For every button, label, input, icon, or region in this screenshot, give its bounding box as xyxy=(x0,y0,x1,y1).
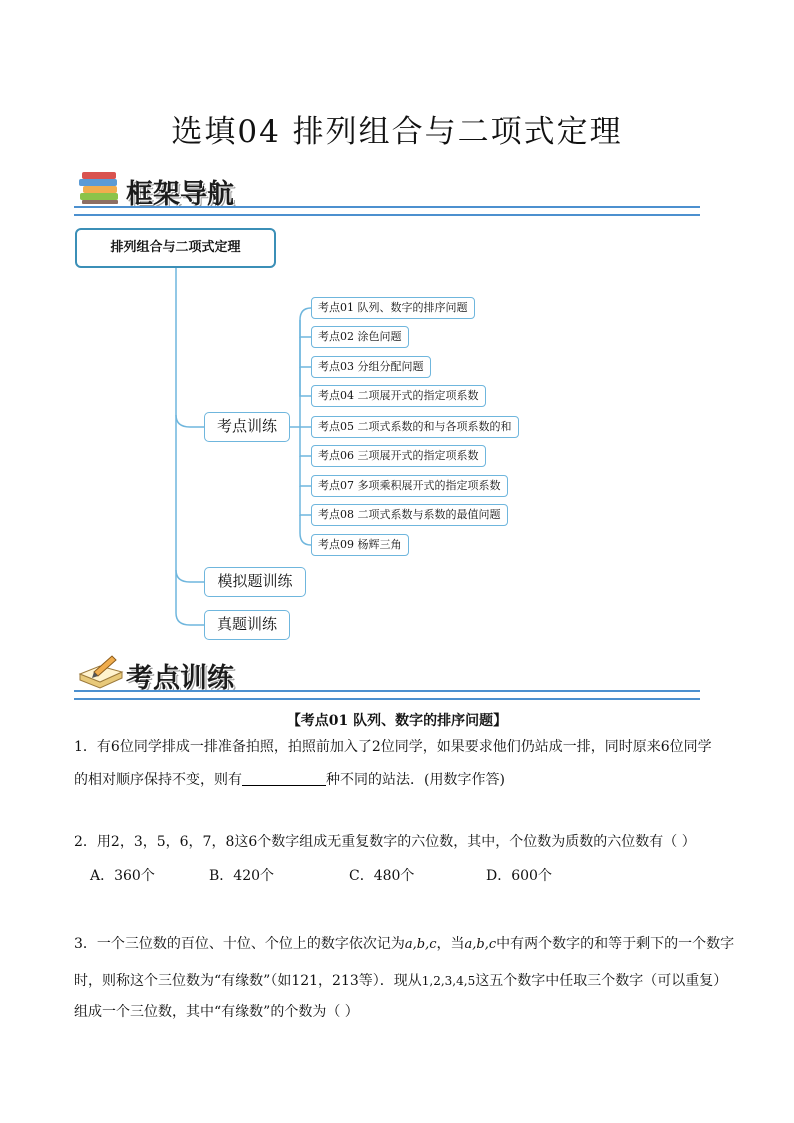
mindmap-branch-real: 真题训练 xyxy=(204,610,290,640)
mindmap-branch-mock: 模拟题训练 xyxy=(204,567,306,597)
question-3-text-d: 时，则称这个三位数为“有缘数”（如121，213等）．现从 xyxy=(74,973,422,989)
question-3-line-2 xyxy=(74,966,727,996)
mindmap-leaf: 考点01 队列、数字的排序问题 xyxy=(311,297,475,319)
math-numbers: 1,2,3,4,5 xyxy=(421,974,476,988)
mindmap-leaf: 考点02 涂色问题 xyxy=(311,326,409,348)
question-3-line-3: 组成一个三位数，其中“有缘数”的个数为（ ） xyxy=(74,1004,359,1020)
mindmap-leaf: 考点09 杨辉三角 xyxy=(311,534,409,556)
option-c: C．480个 xyxy=(349,868,415,884)
notebook-pencil-icon xyxy=(76,652,126,690)
question-3-text-a: 3．一个三位数的百位、十位、个位上的数字依次记为 xyxy=(74,936,405,952)
points-banner xyxy=(74,652,700,700)
option-a: A．360个 xyxy=(90,868,155,884)
banner-divider xyxy=(74,690,700,700)
question-1-text-a: 的相对顺序保持不变，则有 xyxy=(74,772,242,788)
option-d: D．600个 xyxy=(486,868,552,884)
question-3-text-c: 中有两个数字的和等于剩下的一个数字 xyxy=(496,936,735,952)
framework-banner-label: 框架导航 xyxy=(126,179,234,210)
section-title: 【考点01 队列、数字的排序问题】 xyxy=(286,713,508,729)
mindmap-leaf: 考点08 二项式系数与系数的最值问题 xyxy=(311,504,508,526)
mindmap-leaf: 考点07 多项乘积展开式的指定项系数 xyxy=(311,475,508,497)
question-3-text-e: 这五个数字中任取三个数字（可以重复） xyxy=(475,973,728,989)
question-3-line-1 xyxy=(74,929,734,960)
question-3-text-b: ，当 xyxy=(436,936,465,952)
mindmap-leaf: 考点04 二项展开式的指定项系数 xyxy=(311,385,486,407)
mindmap-leaf: 考点03 分组分配问题 xyxy=(311,356,431,378)
question-2-stem: 2．用2，3，5，6，7，8这6个数字组成无重复数字的六位数，其中，个位数为质数的六位数有（ ） xyxy=(74,834,696,850)
question-1-line-1: 1．有6位同学排成一排准备拍照，拍照前加入了2位同学，如果要求他们仍站成一排，同时原来6位同学 xyxy=(74,739,712,755)
question-1-line-2 xyxy=(74,765,505,795)
mindmap-leaf: 考点06 三项展开式的指定项系数 xyxy=(311,445,486,467)
option-b: B．420个 xyxy=(209,868,275,884)
mindmap-root: 排列组合与二项式定理 xyxy=(75,228,276,268)
mindmap-leaf: 考点05 二项式系数的和与各项系数的和 xyxy=(311,416,519,438)
math-abc: a,b,c xyxy=(464,937,497,952)
mindmap-branch-points: 考点训练 xyxy=(204,412,290,442)
points-banner-label: 考点训练 xyxy=(126,663,234,694)
answer-blank xyxy=(242,771,326,786)
question-1-text-b: 种不同的站法．(用数字作答) xyxy=(326,772,505,788)
math-abc: a,b,c xyxy=(404,937,437,952)
page-title: 选填04 排列组合与二项式定理 xyxy=(171,114,623,150)
